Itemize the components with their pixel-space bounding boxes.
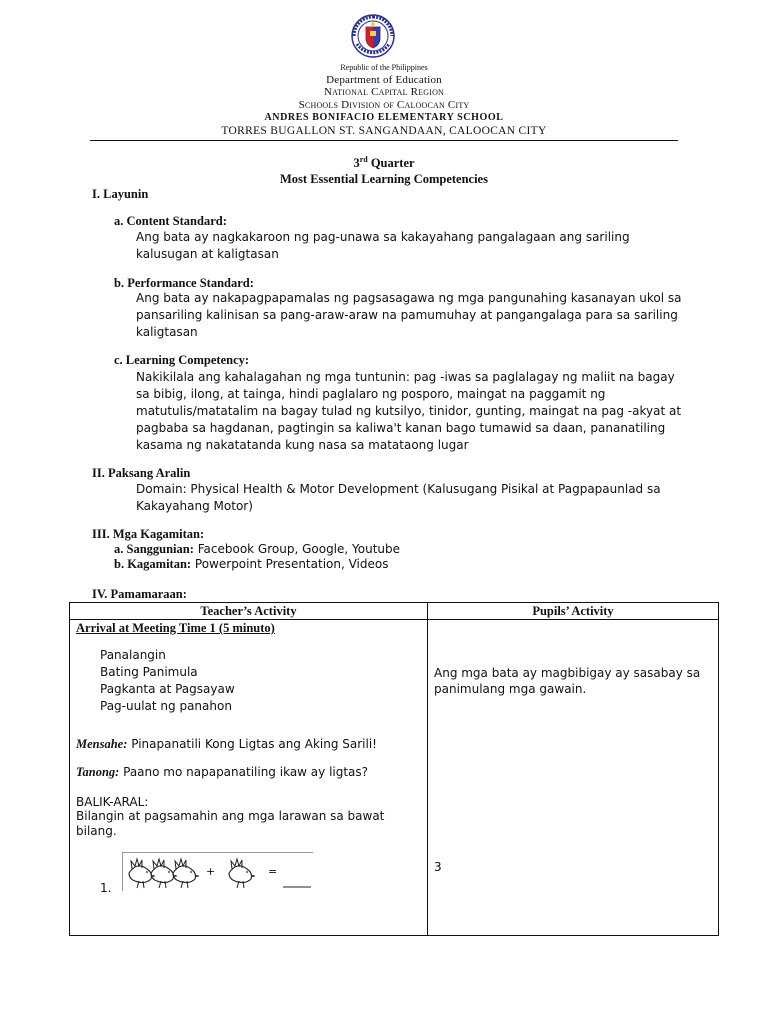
- pamamaraan-heading: IV. Pamamaraan:: [92, 587, 187, 601]
- mensahe-label: Mensahe:: [76, 737, 128, 751]
- header-address: TORRES BUGALLON ST. SANGANDAAN, CALOOCAN CITY: [221, 125, 547, 137]
- sanggunian-label: a. Sanggunian:: [114, 542, 194, 556]
- content-standard-line: kalusugan at kaligtasan: [136, 247, 279, 261]
- header-school: ANDRES BONIFACIO ELEMENTARY SCHOOL: [264, 112, 504, 123]
- content-standard-label: a. Content Standard:: [114, 214, 227, 228]
- header-region: National Capital Region: [323, 86, 445, 98]
- performance-standard-line: Ang bata ay nakapagpapamalas ng pagsasagawa ng mga pangunahing kasanayan ukol sa: [136, 291, 682, 305]
- header-republic: Republic of the Philippines: [340, 63, 428, 72]
- performance-standard-label: b. Performance Standard:: [114, 276, 254, 290]
- main-title: Most Essential Learning Competencies: [280, 172, 488, 186]
- balik-aral-line: bilang.: [76, 824, 117, 838]
- quarter-suffix: rd: [359, 155, 368, 164]
- paksang-aralin-heading: II. Paksang Aralin: [92, 466, 191, 480]
- sanggunian-row: [114, 542, 400, 557]
- performance-standard-line: pansariling kalinisan sa pang-araw-araw na pamumuhay at pangangalaga para sa sariling: [136, 308, 678, 322]
- pupils-response: [434, 665, 714, 697]
- mensahe-value: Pinapanatili Kong Ligtas ang Aking Sarili!: [127, 737, 377, 751]
- mensahe-row: [76, 737, 377, 752]
- deped-seal-icon: [351, 14, 395, 58]
- header-division: Schools Division of Caloocan City: [298, 99, 470, 111]
- bird-icon: [229, 859, 255, 888]
- kagamitan-value: Powerpoint Presentation, Videos: [191, 557, 389, 571]
- header-department: Department of Education: [326, 74, 442, 86]
- paksang-aralin-line: Kakayahang Motor): [136, 499, 253, 513]
- table-column-divider: [427, 603, 428, 935]
- tanong-value: Paano mo napapanatiling ikaw ay ligtas?: [119, 765, 369, 779]
- learning-competency-label: c. Learning Competency:: [114, 353, 250, 367]
- pupils-answer: 3: [434, 860, 442, 874]
- tanong-label: Tanong:: [76, 765, 120, 779]
- activity-table: [69, 602, 719, 936]
- routine-item: Pag-uulat ng panahon: [100, 699, 232, 713]
- bird-icon: [173, 859, 199, 888]
- content-standard-line: Ang bata ay nagkakaroon ng pag-unawa sa kakayahang pangalagaan ang sariling: [136, 230, 630, 244]
- learning-competency-text: [136, 369, 706, 454]
- sanggunian-value: Facebook Group, Google, Youtube: [193, 542, 401, 556]
- performance-standard-text: [136, 290, 696, 341]
- balik-aral-heading: BALIK-ARAL:: [76, 795, 149, 809]
- content-standard-text: [136, 229, 696, 263]
- learning-competency-line: Nakikilala ang kahalagahan ng mga tuntunin: pag -iwas sa paglalagay ng maliit na bagay: [136, 370, 675, 384]
- learning-competency-line: kasama ng nakatatanda kung nasa sa matataong lugar: [136, 438, 469, 452]
- quarter-number: 3: [353, 156, 360, 171]
- quarter-title: [0, 155, 768, 171]
- counting-image: [122, 852, 313, 891]
- kagamitan-row: [114, 557, 388, 572]
- paksang-aralin-text: [136, 481, 696, 515]
- kagamitan-heading: III. Mga Kagamitan:: [92, 527, 205, 541]
- quarter-word: Quarter: [367, 156, 415, 171]
- plus-sign: +: [206, 865, 216, 878]
- learning-competency-line: matutulis/matatalim na bagay tulad ng kutsilyo, tinidor, gunting, maingat na pag -akyat at: [136, 404, 682, 418]
- routine-item: Panalangin: [100, 648, 166, 662]
- arrival-heading: Arrival at Meeting Time 1 (5 minuto): [76, 621, 275, 635]
- kagamitan-label: b. Kagamitan:: [114, 557, 192, 571]
- pupils-activity-header: Pupils’ Activity: [532, 604, 614, 618]
- pupils-response-line: panimulang mga gawain.: [434, 682, 587, 696]
- tanong-row: [76, 765, 368, 780]
- paksang-aralin-line: Domain: Physical Health & Motor Development (Kalusugang Pisikal at Pagpapaunlad sa: [136, 482, 661, 496]
- pupils-response-line: Ang mga bata ay magbibigay ay sasabay sa: [434, 666, 701, 680]
- balik-aral-line: Bilangin at pagsamahin ang mga larawan sa bawat: [76, 809, 385, 823]
- table-header-divider: [70, 619, 718, 620]
- layunin-heading: I. Layunin: [92, 187, 149, 201]
- header-divider: [90, 140, 678, 141]
- equals-sign: =: [268, 865, 278, 878]
- routine-item: Bating Panimula: [100, 665, 198, 679]
- balik-aral-text: [76, 809, 416, 839]
- routine-list: [100, 647, 235, 715]
- routine-item: Pagkanta at Pagsayaw: [100, 682, 235, 696]
- item-number: 1.: [100, 881, 112, 895]
- learning-competency-line: sa bibig, ilong, at tainga, hindi paglalaro ng posporo, maingat na paggamit ng: [136, 387, 606, 401]
- performance-standard-line: kaligtasan: [136, 325, 198, 339]
- teacher-activity-header: Teacher’s Activity: [200, 604, 297, 618]
- learning-competency-line: pagbaba sa hagdanan, pagtingin sa kaliwa't kanan bago tumawid sa daan, pananatiling: [136, 421, 666, 435]
